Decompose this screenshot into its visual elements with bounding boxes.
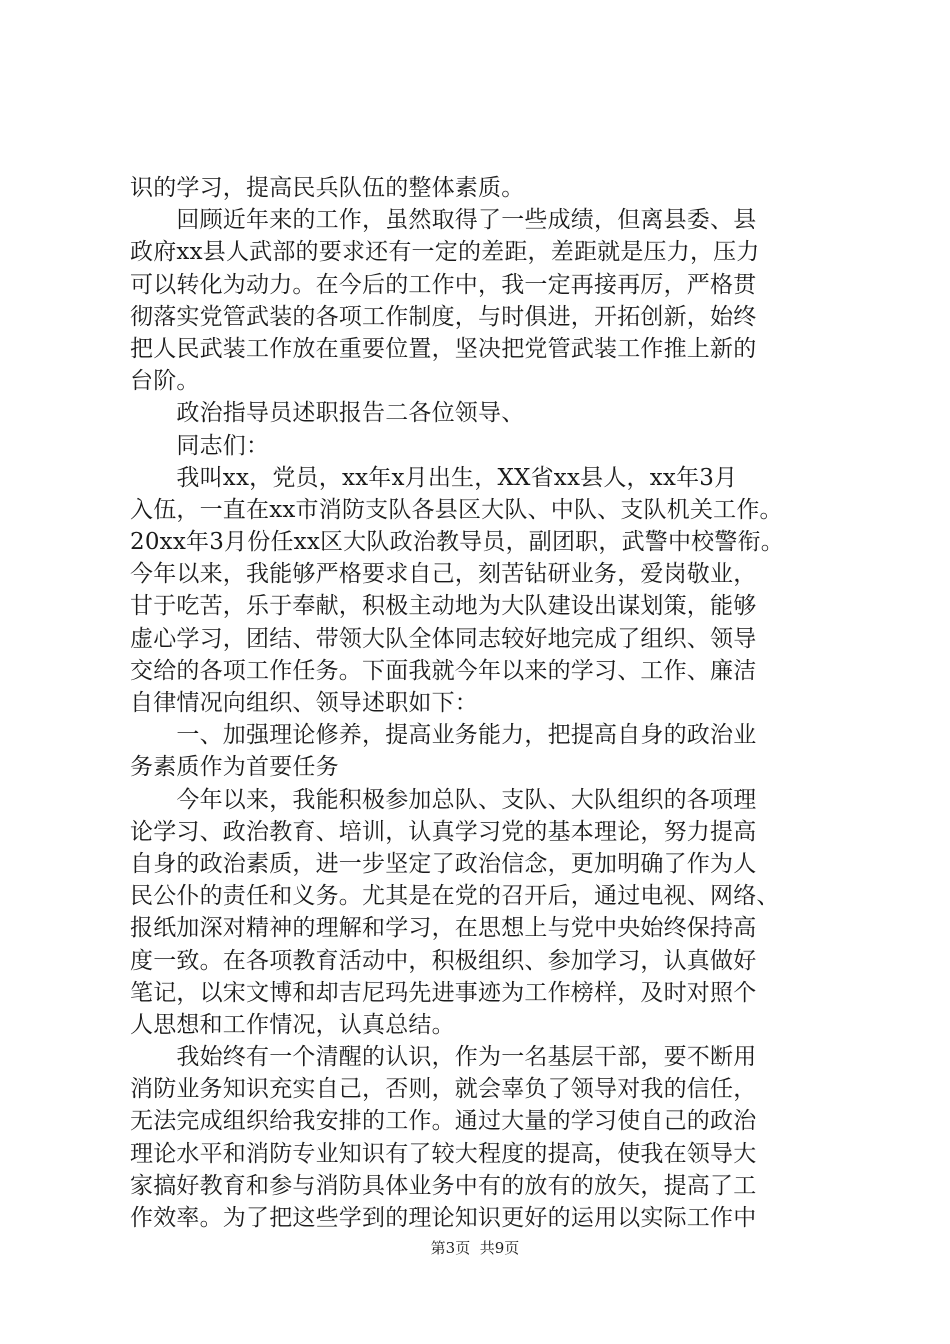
page-footer [0, 1238, 950, 1258]
text-line: 我叫xx，党员，xx年x月出生，XX省xx县人，xx年3月 [130, 464, 738, 491]
text-line: 无法完成组织给我安排的工作。通过大量的学习使自己的政治 [130, 1108, 757, 1135]
text-line: 入伍，一直在xx市消防支队各县区大队、中队、支队机关工作。 [130, 496, 783, 523]
text-line: 虚心学习，团结、带领大队全体同志较好地完成了组织、领导 [130, 625, 757, 652]
text-line: 民公仆的责任和义务。尤其是在党的召开后，通过电视、网络、 [130, 883, 780, 910]
text-line: 彻落实党管武装的各项工作制度，与时俱进，开拓创新，始终 [130, 303, 757, 330]
text-line: 政府xx县人武部的要求还有一定的差距，差距就是压力，压力 [130, 239, 760, 266]
text-line: 作效率。为了把这些学到的理论知识更好的运用以实际工作中 [130, 1205, 757, 1231]
text-line: 论学习、政治教育、培训，认真学习党的基本理论，努力提高 [130, 818, 757, 845]
text-line: 今年以来，我能够严格要求自己，刻苦钻研业务，爱岗敬业， [130, 561, 757, 588]
text-line: 自律情况向组织、领导述职如下： [130, 690, 478, 716]
page-number: 第3页 [430, 1239, 471, 1257]
page-total: 共9页 [479, 1239, 520, 1257]
text-line: 笔记，以宋文博和却吉尼玛先进事迹为工作榜样，及时对照个 [130, 979, 757, 1006]
text-line: 甘于吃苦，乐于奉献，积极主动地为大队建设出谋划策，能够 [130, 593, 757, 620]
text-line: 理论水平和消防专业知识有了较大程度的提高，使我在领导大 [130, 1140, 757, 1167]
text-line: 一、加强理论修养，提高业务能力，把提高自身的政治业 [130, 722, 757, 749]
text-line: 回顾近年来的工作，虽然取得了一些成绩，但离县委、县 [130, 207, 757, 234]
text-line: 20xx年3月份任xx区大队政治教导员，副团职，武警中校警衔。 [130, 529, 784, 556]
text-line: 自身的政治素质，进一步坚定了政治信念，更加明确了作为人 [130, 850, 757, 877]
footer-gap [470, 1239, 480, 1257]
text-line: 务素质作为首要任务 [130, 754, 339, 781]
text-line: 消防业务知识充实自己，否则，就会辜负了领导对我的信任， [130, 1076, 757, 1103]
document-body [130, 172, 840, 1234]
text-line: 把人民武装工作放在重要位置，坚决把党管武装工作推上新的 [130, 335, 757, 362]
text-line: 同志们： [130, 432, 270, 459]
text-line: 我始终有一个清醒的认识，作为一名基层干部，要不断用 [130, 1044, 757, 1071]
text-line: 家搞好教育和参与消防具体业务中有的放有的放矢，提高了工 [130, 1172, 757, 1199]
text-line: 台阶。 [130, 368, 200, 395]
text-line: 人思想和工作情况，认真总结。 [130, 1011, 455, 1038]
text-line: 报纸加深对精神的理解和学习，在思想上与党中央始终保持高 [130, 915, 757, 942]
text-line: 交给的各项工作任务。下面我就今年以来的学习、工作、廉洁 [130, 657, 757, 684]
text-line: 今年以来，我能积极参加总队、支队、大队组织的各项理 [130, 786, 757, 813]
text-line: 识的学习，提高民兵队伍的整体素质。 [130, 175, 525, 201]
text-line: 可以转化为动力。在今后的工作中，我一定再接再厉，严格贯 [130, 271, 757, 298]
text-line: 度一致。在各项教育活动中，积极组织、参加学习，认真做好 [130, 947, 757, 974]
text-line: 政治指导员述职报告二各位领导、 [130, 400, 525, 427]
